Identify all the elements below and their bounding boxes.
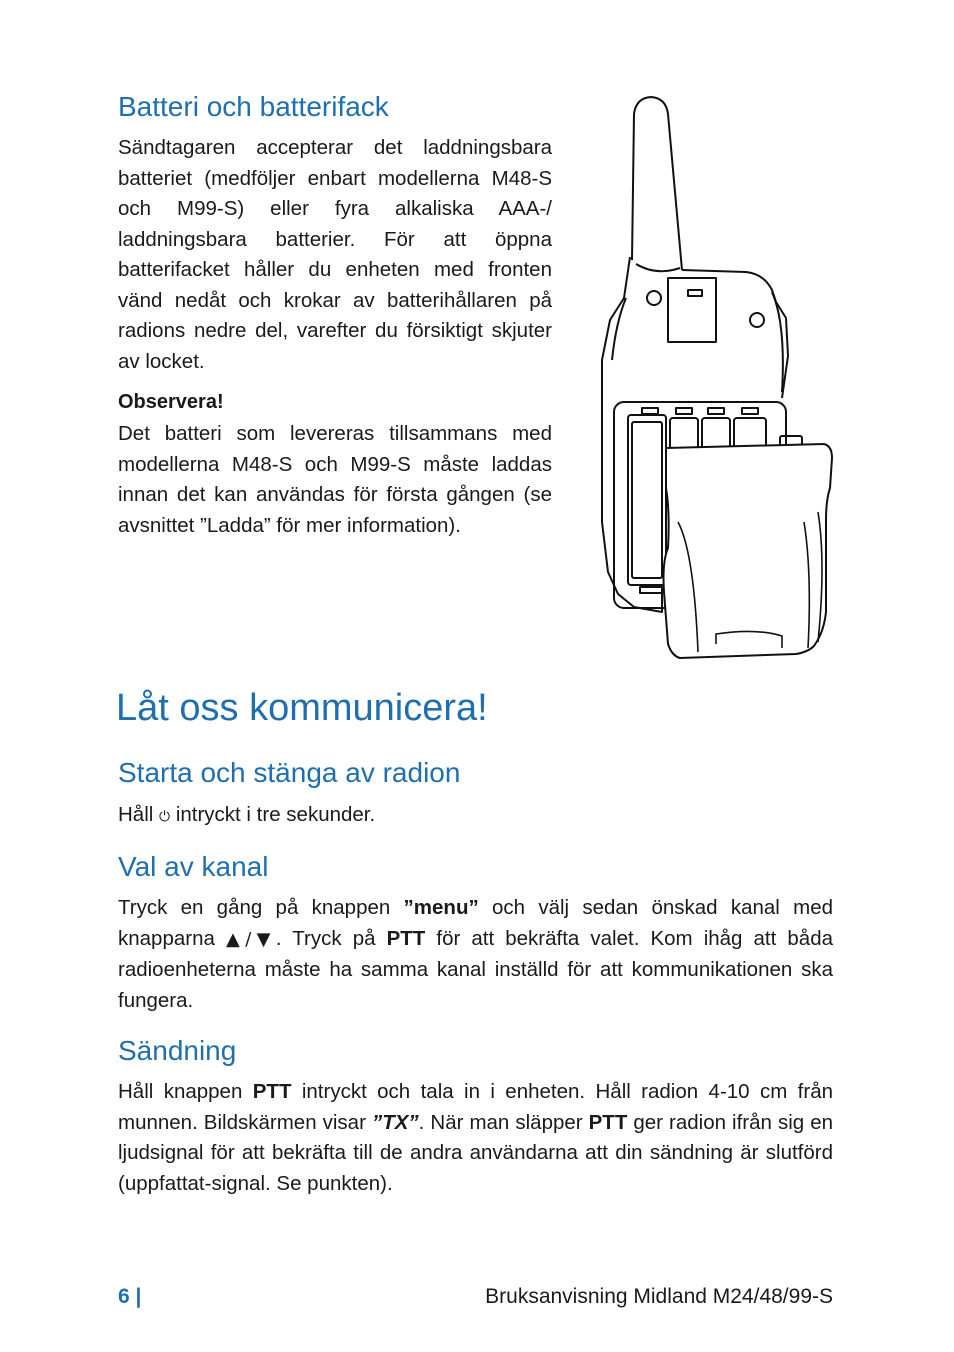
section-heading-power: Starta och stänga av radion bbox=[118, 757, 461, 788]
power-instruction bbox=[118, 800, 375, 832]
ptt-keyword: PTT bbox=[588, 1110, 628, 1134]
tx-text-2: intryckt och tala in i enheten. Håll radion 4-10 cm från munnen. Bildskärmen visar bbox=[118, 1080, 833, 1134]
power-icon: ⏻ bbox=[159, 809, 171, 825]
radio-battery-compartment-illustration bbox=[596, 92, 840, 664]
page-title: Låt oss kommunicera! bbox=[116, 687, 488, 729]
tx-text-1: Håll knappen bbox=[118, 1080, 253, 1103]
channel-text-4: för att bekräfta valet. Kom ihåg att båda radioenheterna måste ha samma kanal inställd för att kommunikationen ska fungera. bbox=[118, 926, 834, 1012]
up-down-arrows-icon: ▲/▼ bbox=[225, 928, 276, 950]
footer-title: Bruksanvisning Midland M24/48/99-S bbox=[485, 1285, 833, 1308]
ptt-keyword: PTT bbox=[252, 1080, 292, 1103]
transmit-paragraph bbox=[118, 1077, 833, 1199]
channel-paragraph bbox=[118, 893, 833, 1016]
battery-paragraph: Sändtagaren accepterar det laddningsbara batteriet (medföljer enbart modellerna M48-S och M99-S) eller fyra alkaliska AAA-/ laddningsbara batterier. För att öppna batterifacket håller du enheten med fronten vänd nedåt och krokar av batterihållaren på radions nedre del, varefter du försiktigt skjuter av locket. bbox=[118, 136, 552, 373]
power-text-before: Håll bbox=[118, 803, 154, 826]
section-heading-transmit: Sändning bbox=[118, 1035, 237, 1066]
tx-keyword: ”TX” bbox=[371, 1110, 419, 1134]
tx-text-4: ger radion ifrån sig en ljudsignal för att bekräfta till de andra användarna att din sändning är slutförd (uppfattat-signal. Se punkten). bbox=[118, 1110, 834, 1195]
menu-keyword: ”menu” bbox=[403, 896, 479, 919]
ptt-keyword: PTT bbox=[386, 926, 426, 950]
note-paragraph: Det batteri som levereras tillsammans med modellerna M48-S och M99-S måste laddas innan det kan användas för första gången (se avsnittet ”Ladda” för mer information). bbox=[118, 422, 552, 537]
channel-text-2: och välj sedan önskad kanal med knapparna bbox=[118, 896, 833, 950]
channel-text-3: . Tryck på bbox=[275, 926, 387, 950]
channel-text-1: Tryck en gång på knappen bbox=[118, 896, 404, 919]
page-number: 6 | bbox=[118, 1285, 142, 1308]
note-label: Observera! bbox=[118, 391, 224, 413]
power-text-after: intryckt i tre sekunder. bbox=[175, 803, 376, 826]
section-heading-channel: Val av kanal bbox=[118, 851, 269, 882]
tx-text-3: . När man släpper bbox=[418, 1110, 589, 1134]
section-heading-battery: Batteri och batterifack bbox=[118, 91, 389, 122]
